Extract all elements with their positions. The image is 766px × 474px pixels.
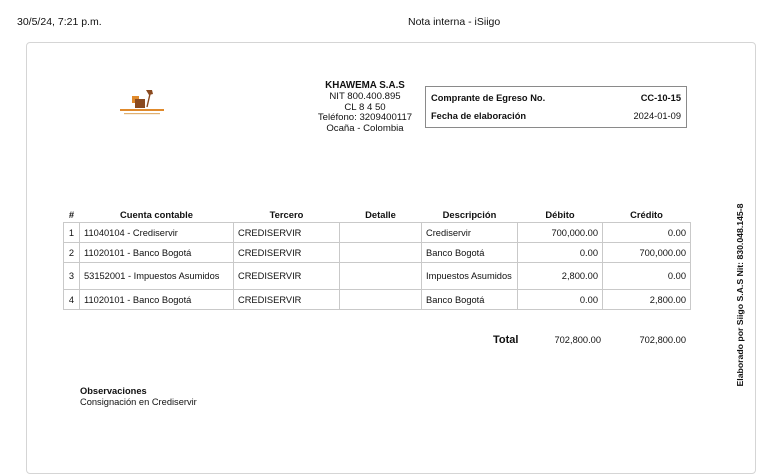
row-debit: 0.00 [518, 290, 603, 310]
row-third-party: CREDISERVIR [234, 223, 340, 243]
side-credit-text: Elaborado por Siigo S.A.S Nit: 830.048.145-8 [735, 203, 745, 387]
row-index: 4 [64, 290, 80, 310]
voucher-number-row [431, 93, 681, 107]
voucher-number-label: Comprante de Egreso No. [431, 93, 546, 103]
row-credit: 2,800.00 [603, 290, 691, 310]
total-label: Total [493, 334, 519, 346]
company-info [305, 81, 425, 135]
header-index: # [68, 208, 75, 220]
entries-table [63, 206, 691, 310]
voucher-date-value: 2024-01-09 [633, 111, 681, 121]
row-description: Impuestos Asumidos [422, 263, 518, 290]
company-logo-icon [116, 87, 168, 121]
row-debit: 0.00 [518, 243, 603, 263]
row-detail [340, 263, 422, 290]
row-debit: 700,000.00 [518, 223, 603, 243]
table-row [64, 243, 691, 263]
total-credit: 702,800.00 [639, 335, 686, 345]
voucher-date-label: Fecha de elaboración [431, 111, 527, 121]
company-phone: Teléfono: 3209400117 [317, 112, 413, 124]
header-account: Cuenta contable [120, 208, 193, 220]
voucher-date-row [431, 111, 681, 125]
row-detail [340, 290, 422, 310]
print-header [0, 16, 766, 30]
row-credit: 700,000.00 [603, 243, 691, 263]
row-description: Banco Bogotá [422, 243, 518, 263]
row-account: 53152001 - Impuestos Asumidos [80, 263, 234, 290]
header-detail: Detalle [365, 208, 396, 220]
observations-title: Observaciones [80, 386, 147, 396]
company-name: KHAWEMA S.A.S [325, 80, 405, 91]
row-index: 2 [64, 243, 80, 263]
header-third-party: Tercero [269, 208, 304, 220]
total-debit: 702,800.00 [554, 335, 601, 345]
header-debit: Débito [545, 208, 575, 220]
company-nit: NIT 800.400.895 [329, 90, 401, 102]
voucher-box [425, 86, 687, 128]
row-description: Banco Bogotá [422, 290, 518, 310]
observations-text: Consignación en Crediservir [80, 397, 197, 407]
row-index: 1 [64, 223, 80, 243]
row-third-party: CREDISERVIR [234, 243, 340, 263]
row-third-party: CREDISERVIR [234, 290, 340, 310]
table-row [64, 290, 691, 310]
company-address: CL 8 4 50 [344, 101, 386, 113]
row-credit: 0.00 [603, 263, 691, 290]
voucher-sheet [26, 42, 756, 474]
row-credit: 0.00 [603, 223, 691, 243]
row-debit: 2,800.00 [518, 263, 603, 290]
row-third-party: CREDISERVIR [234, 263, 340, 290]
row-account: 11020101 - Banco Bogotá [80, 243, 234, 263]
row-index: 3 [64, 263, 80, 290]
row-account: 11020101 - Banco Bogotá [80, 290, 234, 310]
table-row [64, 223, 691, 243]
table-header-row [64, 206, 691, 223]
print-date: 30/5/24, 7:21 p.m. [17, 16, 102, 28]
row-description: Crediservir [422, 223, 518, 243]
company-city: Ocaña - Colombia [326, 123, 404, 135]
voucher-number-value: CC-10-15 [640, 93, 681, 103]
print-title: Nota interna - iSiigo [408, 16, 501, 28]
row-detail [340, 243, 422, 263]
observations [80, 386, 197, 408]
header-description: Descripción [442, 208, 497, 220]
row-detail [340, 223, 422, 243]
header-credit: Crédito [630, 208, 663, 220]
table-row [64, 263, 691, 290]
row-account: 11040104 - Crediservir [80, 223, 234, 243]
